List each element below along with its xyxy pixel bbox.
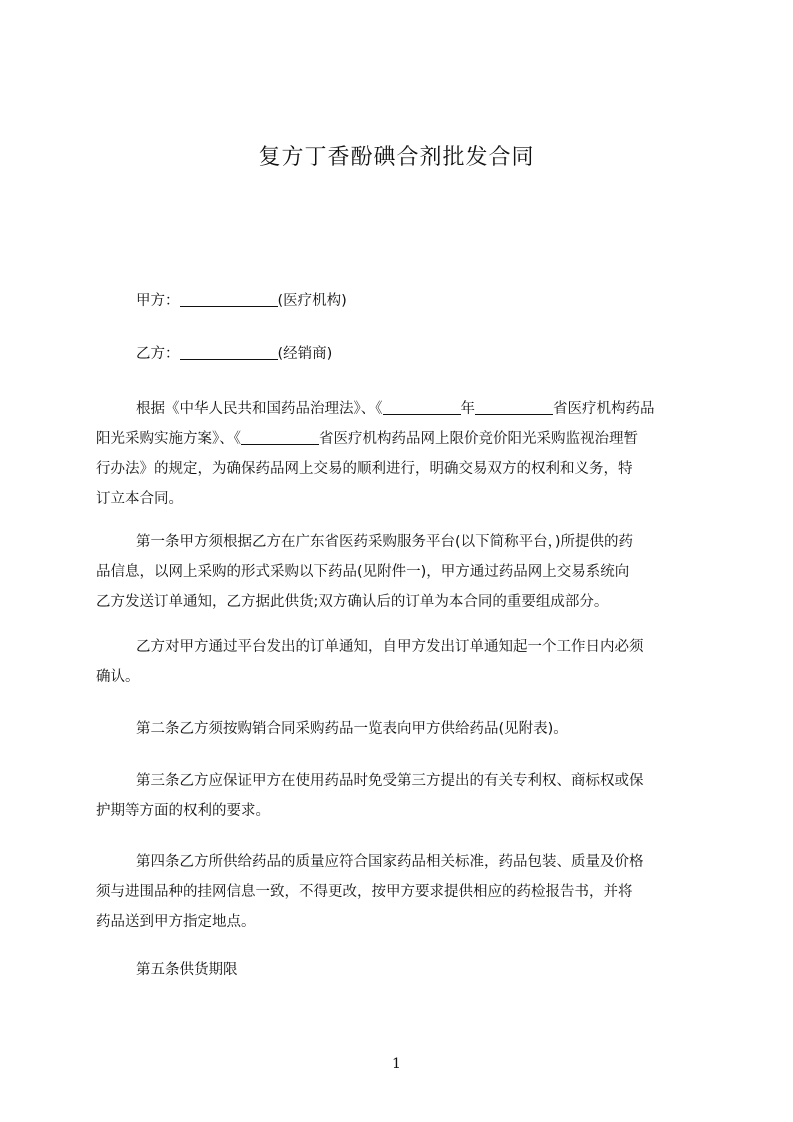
article-1-line-1: 第一条甲方须根据乙方在广东省医药采购服务平台(以下简称平台，)所提供的药 xyxy=(136,534,634,550)
article-1-paragraph xyxy=(96,527,700,617)
preamble-line-4: 订立本合同。 xyxy=(96,491,183,507)
preamble-text: 阳光采购实施方案》、《 xyxy=(96,431,241,447)
article-4-line-2: 须与进围品种的挂网信息一致，不得更改，按甲方要求提供相应的药检报告书，并将 xyxy=(96,884,633,900)
party-b-note: (经销商) xyxy=(277,346,333,362)
page-number: 1 xyxy=(392,1056,401,1072)
article-3-line-1: 第三条乙方应保证甲方在使用药品时免受第三方提出的有关专利权、商标权或保 xyxy=(136,773,644,789)
preamble-paragraph xyxy=(96,394,700,514)
party-a-line xyxy=(136,286,347,316)
article-3-line-2: 护期等方面的权利的要求。 xyxy=(96,803,270,819)
article-1-confirm-line-2: 确认。 xyxy=(96,669,140,685)
preamble-text: 省医疗机构药品网上限价竞价阳光采购监视治理暂 xyxy=(319,431,638,447)
preamble-line-3: 行办法》的规定，为确保药品网上交易的顺利进行，明确交易双方的权利和义务，特 xyxy=(96,461,633,477)
article-4-line-1: 第四条乙方所供给药品的质量应符合国家药品相关标准，药品包装、质量及价格 xyxy=(136,854,644,870)
preamble-year-label: 年 xyxy=(460,401,475,417)
article-1-confirm-line-1: 乙方对甲方通过平台发出的订单通知，自甲方发出订单通知起一个工作日内必须 xyxy=(136,639,644,655)
party-a-note: (医疗机构) xyxy=(277,293,347,309)
article-4-line-3: 药品送到甲方指定地点。 xyxy=(96,914,256,930)
article-1-line-3: 乙方发送订单通知，乙方据此供货;双方确认后的订单为本合同的重要组成部分。 xyxy=(96,594,609,610)
article-2-line-1: 第二条乙方须按购销合同采购药品一览表向甲方供给药品(见附表)。 xyxy=(136,721,568,737)
article-3-paragraph xyxy=(96,766,700,826)
province-blank-2[interactable] xyxy=(241,428,319,445)
contract-title: 复方丁香酚碘合剂批发合同 xyxy=(258,145,535,170)
article-4-paragraph xyxy=(96,847,700,937)
article-1-line-2: 品信息，以网上采购的形式采购以下药品(见附件一)，甲方通过药品网上交易系统向 xyxy=(96,564,630,580)
party-b-line xyxy=(136,339,332,369)
party-a-blank[interactable] xyxy=(180,290,278,307)
preamble-text: 省医疗机构药品 xyxy=(553,401,655,417)
party-b-label: 乙方： xyxy=(136,346,180,362)
article-5-paragraph xyxy=(96,955,700,985)
article-1-confirm-paragraph xyxy=(96,632,700,692)
party-a-label: 甲方： xyxy=(136,293,180,309)
preamble-text: 根据《中华人民共和国药品治理法》、《 xyxy=(136,401,383,417)
year-blank[interactable] xyxy=(383,398,461,415)
article-2-paragraph xyxy=(96,714,700,744)
province-blank-1[interactable] xyxy=(475,398,553,415)
preamble-line-2 xyxy=(96,424,700,454)
party-b-blank[interactable] xyxy=(180,343,278,360)
article-5-line-1: 第五条供货期限 xyxy=(136,962,238,978)
preamble-line-1 xyxy=(96,394,700,424)
